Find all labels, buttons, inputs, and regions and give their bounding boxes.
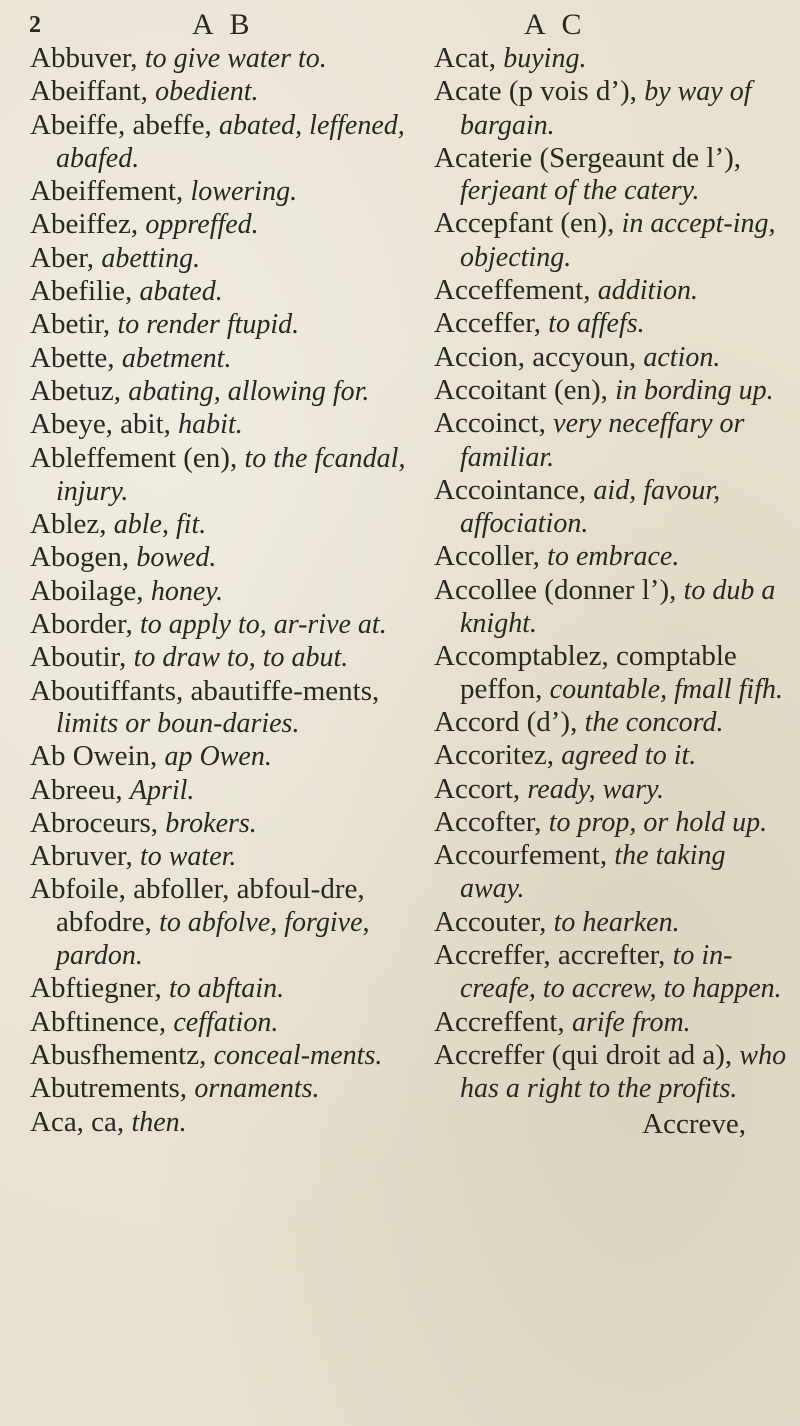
entry: Accourfement, the taking away. <box>434 839 726 905</box>
entry: Abette, abetment. <box>30 341 232 374</box>
entry: Accollee (donner l’), to dub a knight. <box>434 573 776 640</box>
entry: Aboilage, honey. <box>30 574 224 607</box>
entry: Abeye, abit, habit. <box>30 408 243 441</box>
entry: Abusfhementz, conceal-ments. <box>30 1038 383 1071</box>
entry: Acceffer, to affefs. <box>434 307 645 340</box>
entry: Acate (p vois d’), by way of bargain. <box>434 75 752 141</box>
entry: Accomptablez, comptable peffon, countable, fmall fifh. <box>434 640 783 705</box>
entry: Abogen, bowed. <box>30 541 217 574</box>
entry: Aber, abetting. <box>30 241 201 274</box>
catchword: Accreve, <box>642 1107 746 1140</box>
entry: Abeiffant, obedient. <box>30 75 259 108</box>
entry: Accointance, aid, favour, affociation. <box>434 473 721 540</box>
entry: Abruver, to water. <box>30 840 237 873</box>
running-head-left: A B <box>192 8 255 41</box>
entry: Aca, ca, then. <box>30 1105 187 1138</box>
entry: Accord (d’), the concord. <box>434 705 724 738</box>
entry: Accreffer (qui droit ad a), who has a right to the profits. <box>434 1038 787 1105</box>
entry: Ableffement (en), to the fcandal, injury. <box>30 441 406 507</box>
entry: Aboutir, to draw to, to abut. <box>30 641 349 674</box>
entry: Accoller, to embrace. <box>434 540 680 573</box>
entry: Abfoile, abfoller, abfoul-dre, abfodre, to abfolve, forgive, pardon. <box>30 873 370 972</box>
entry: Accreffer, accrefter, to in-creafe, to accrew, to happen. <box>434 939 782 1005</box>
entry: Abftiegner, to abftain. <box>30 972 285 1005</box>
entry: Accouter, to hearken. <box>434 905 680 938</box>
entry: Accion, accyoun, action. <box>434 340 721 373</box>
entry: Abetuz, abating, allowing for. <box>30 374 370 407</box>
entry: Abeiffement, lowering. <box>30 175 298 208</box>
entry: Abbuver, to give water to. <box>30 42 327 74</box>
entry: Ablez, able, fit. <box>30 508 207 541</box>
entry: Abftinence, ceffation. <box>30 1005 279 1038</box>
entry: Abetir, to render ftupid. <box>30 308 300 341</box>
left-column <box>30 42 412 1139</box>
entry: Abefilie, abated. <box>30 275 223 308</box>
entry: Aboutiffants, abautiffe-ments, limits or boun-daries. <box>30 674 380 739</box>
entry: Accreffent, arife from. <box>434 1005 691 1038</box>
entry: Abroceurs, brokers. <box>30 806 257 839</box>
entry: Acat, buying. <box>434 42 587 74</box>
entry: Acceffement, addition. <box>434 274 699 307</box>
entry: Accepfant (en), in accept-ing, objecting. <box>434 207 776 273</box>
entry: Accort, ready, wary. <box>434 772 665 805</box>
entry: Accoinct, very neceffary or familiar. <box>434 407 745 473</box>
entry: Abeiffez, oppreffed. <box>30 208 259 241</box>
page-header <box>0 8 800 40</box>
entry: Abeiffe, abeffe, abated, leffened, abafed. <box>30 108 405 174</box>
page-number: 2 <box>29 12 41 38</box>
entry: Accoitant (en), in bording up. <box>434 373 774 406</box>
entry: Accoritez, agreed to it. <box>434 739 697 772</box>
entry: Accofter, to prop, or hold up. <box>434 805 768 838</box>
entry: Abutrements, ornaments. <box>30 1072 320 1105</box>
entry: Ab Owein, ap Owen. <box>30 740 272 773</box>
running-head-right: A C <box>524 8 587 41</box>
entry: Abreeu, April. <box>30 773 195 806</box>
entry: Acaterie (Sergeaunt de l’), ferjeant of the catery. <box>434 141 742 207</box>
right-column <box>434 42 796 1140</box>
entry: Aborder, to apply to, ar-rive at. <box>30 608 387 641</box>
